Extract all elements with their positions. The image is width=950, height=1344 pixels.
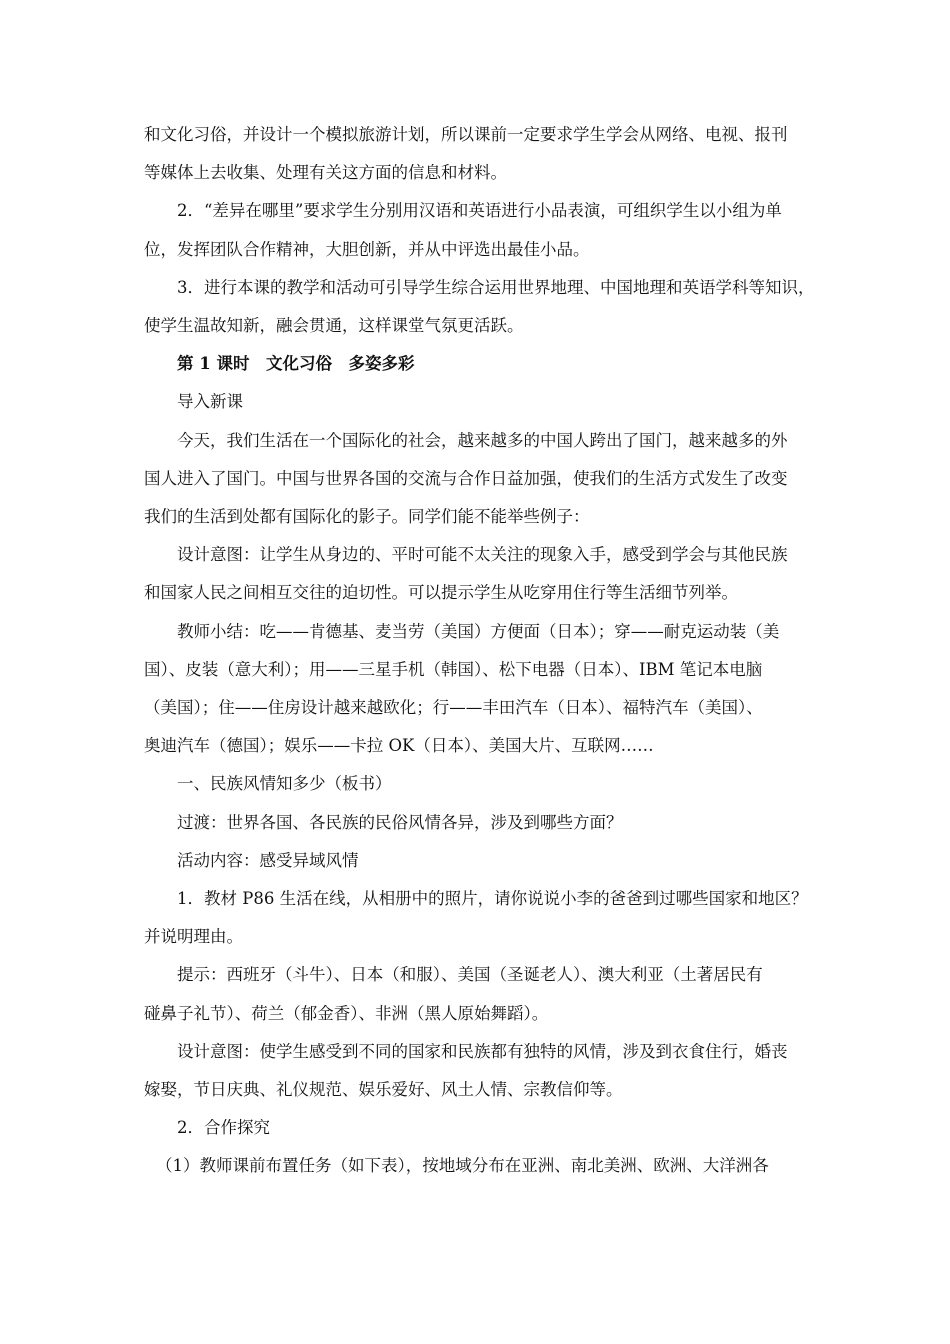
text-paragraph — [144, 422, 816, 537]
text-line: 1．教材 P86 生活在线，从相册中的照片，请你说说小李的爸爸到过哪些国家和地区？ — [177, 889, 808, 909]
text-paragraph — [144, 1109, 816, 1147]
text-line: 国人进入了国门。中国与世界各国的交流与合作日益加强，使我们的生活方式发生了改变 — [144, 468, 788, 488]
text-line: （美国）；住——住房设计越来越欧化；行——丰田汽车（日本）、福特汽车（美国）、 — [144, 698, 763, 718]
text-line: 提示：西班牙（斗牛）、日本（和服）、美国（圣诞老人）、澳大利亚（土著居民有 — [177, 965, 763, 985]
text-paragraph — [144, 1147, 816, 1185]
text-line: 和国家人民之间相互交往的迫切性。可以提示学生从吃穿用住行等生活细节列举。 — [144, 583, 738, 603]
text-paragraph — [144, 1033, 816, 1109]
text-paragraph — [144, 269, 816, 345]
text-line: 2．合作探究 — [177, 1118, 270, 1138]
text-line: 过渡：世界各国、各民族的民俗风情各异，涉及到哪些方面？ — [177, 812, 623, 832]
text-paragraph — [144, 383, 816, 421]
text-paragraph — [144, 192, 816, 268]
text-line: 碰鼻子礼节）、荷兰（郁金香）、非洲（黑人原始舞蹈）。 — [144, 1003, 549, 1023]
section-heading — [144, 345, 816, 383]
document-page — [144, 116, 816, 1186]
text-line: 今天，我们生活在一个国际化的社会，越来越多的中国人跨出了国门，越来越多的外 — [177, 430, 788, 450]
text-line: 和文化习俗，并设计一个模拟旅游计划，所以课前一定要求学生学会从网络、电视、报刊 — [144, 125, 788, 144]
text-line: 并说明理由。 — [144, 927, 243, 947]
heading-text: 第 1 课时 文化习俗 多姿多彩 — [177, 354, 415, 374]
text-paragraph — [144, 613, 816, 766]
text-paragraph — [144, 765, 816, 803]
text-line: 教师小结：吃——肯德基、麦当劳（美国）方便面（日本）；穿——耐克运动装（美 — [177, 621, 780, 641]
text-paragraph — [144, 956, 816, 1032]
text-line: 等媒体上去收集、处理有关这方面的信息和材料。 — [144, 163, 507, 183]
text-paragraph — [144, 842, 816, 880]
text-line: 设计意图：让学生从身边的、平时可能不太关注的现象入手，感受到学会与其他民族 — [177, 545, 788, 565]
text-paragraph — [144, 880, 816, 956]
text-line: 我们的生活到处都有国际化的影子。同学们能不能举些例子： — [144, 507, 590, 527]
text-paragraph — [144, 804, 816, 842]
text-line: 奥迪汽车（德国）；娱乐——卡拉 OK（日本）、美国大片、互联网…… — [144, 736, 654, 756]
text-line: 2．“差异在哪里”要求学生分别用汉语和英语进行小品表演，可组织学生以小组为单 — [177, 201, 782, 221]
text-paragraph — [144, 116, 816, 192]
text-line: 位，发挥团队合作精神，大胆创新，并从中评选出最佳小品。 — [144, 239, 590, 259]
text-line: 嫁娶，节日庆典、礼仪规范、娱乐爱好、风土人情、宗教信仰等。 — [144, 1080, 623, 1100]
text-line: 3．进行本课的教学和活动可引导学生综合运用世界地理、中国地理和英语学科等知识， — [177, 277, 815, 297]
text-line: （1）教师课前布置任务（如下表），按地域分布在亚洲、南北美洲、欧洲、大洋洲各 — [156, 1156, 769, 1176]
text-line: 活动内容：感受异域风情 — [177, 850, 359, 870]
text-line: 使学生温故知新，融会贯通，这样课堂气氛更活跃。 — [144, 316, 524, 336]
text-line: 导入新课 — [177, 392, 243, 412]
text-line: 一、民族风情知多少（板书） — [177, 774, 392, 794]
text-line: 国）、皮装（意大利）；用——三星手机（韩国）、松下电器（日本）、IBM 笔记本电脑 — [144, 659, 763, 679]
text-line: 设计意图：使学生感受到不同的国家和民族都有独特的风情，涉及到衣食住行，婚丧 — [177, 1041, 788, 1061]
text-paragraph — [144, 536, 816, 612]
